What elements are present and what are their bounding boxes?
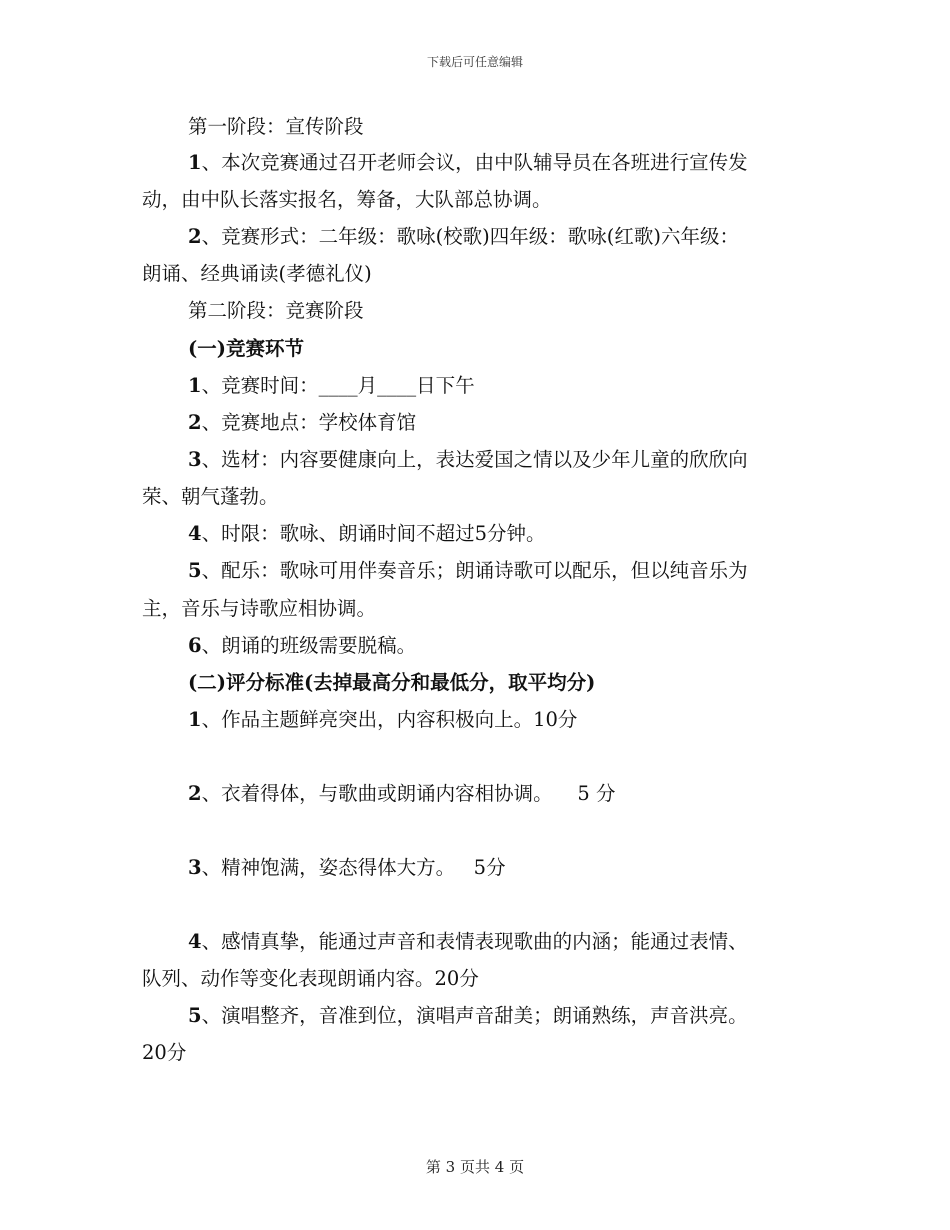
paragraph-line: 第二阶段：竞赛阶段 <box>188 299 364 322</box>
paragraph-line: 朗诵、经典诵读(孝德礼仪) <box>142 262 372 285</box>
paragraph-line: 3、选材：内容要健康向上，表达爱国之情以及少年儿童的欣欣向 <box>188 448 748 471</box>
paragraph-line: 5、演唱整齐，音准到位，演唱声音甜美；朗诵熟练，声音洪亮。 <box>188 1004 748 1027</box>
paragraph-line: 4、时限：歌咏、朗诵时间不超过5分钟。 <box>188 522 546 545</box>
paragraph-line: 1、竞赛时间：____月____日下午 <box>188 374 475 397</box>
paragraph-line: 3、精神饱满，姿态得体大方。 5分 <box>188 856 506 879</box>
section-heading: (二)评分标准(去掉最高分和最低分，取平均分) <box>188 671 596 694</box>
paragraph-line: 6、朗诵的班级需要脱稿。 <box>188 634 417 657</box>
paragraph-line: 4、感情真挚，能通过声音和表情表现歌曲的内涵；能通过表情、 <box>188 930 748 953</box>
paragraph-line: 队列、动作等变化表现朗诵内容。20分 <box>142 967 479 990</box>
paragraph-line: 第一阶段：宣传阶段 <box>188 115 364 138</box>
paragraph-line: 1、作品主题鲜亮突出，内容积极向上。10分 <box>188 708 578 731</box>
page-footer: 第 3 页共 4 页 <box>425 1158 525 1176</box>
paragraph-line: 5、配乐：歌咏可用伴奏音乐；朗诵诗歌可以配乐，但以纯音乐为 <box>188 559 748 582</box>
paragraph-line: 1、本次竞赛通过召开老师会议，由中队辅导员在各班进行宣传发 <box>188 151 748 174</box>
paragraph-line: 主，音乐与诗歌应相协调。 <box>142 597 377 620</box>
paragraph-line: 20分 <box>142 1041 187 1064</box>
paragraph-line: 动，由中队长落实报名，筹备，大队部总协调。 <box>142 188 552 211</box>
paragraph-line: 2、竞赛地点：学校体育馆 <box>188 411 417 434</box>
paragraph-line: 2、衣着得体，与歌曲或朗诵内容相协调。 5 分 <box>188 782 616 805</box>
paragraph-line: 荣、朝气蓬勃。 <box>142 485 279 508</box>
page-header: 下载后可任意编辑 <box>426 55 523 69</box>
section-heading: (一)竞赛环节 <box>188 337 304 360</box>
paragraph-line: 2、竞赛形式：二年级：歌咏(校歌)四年级：歌咏(红歌)六年级： <box>188 225 740 248</box>
